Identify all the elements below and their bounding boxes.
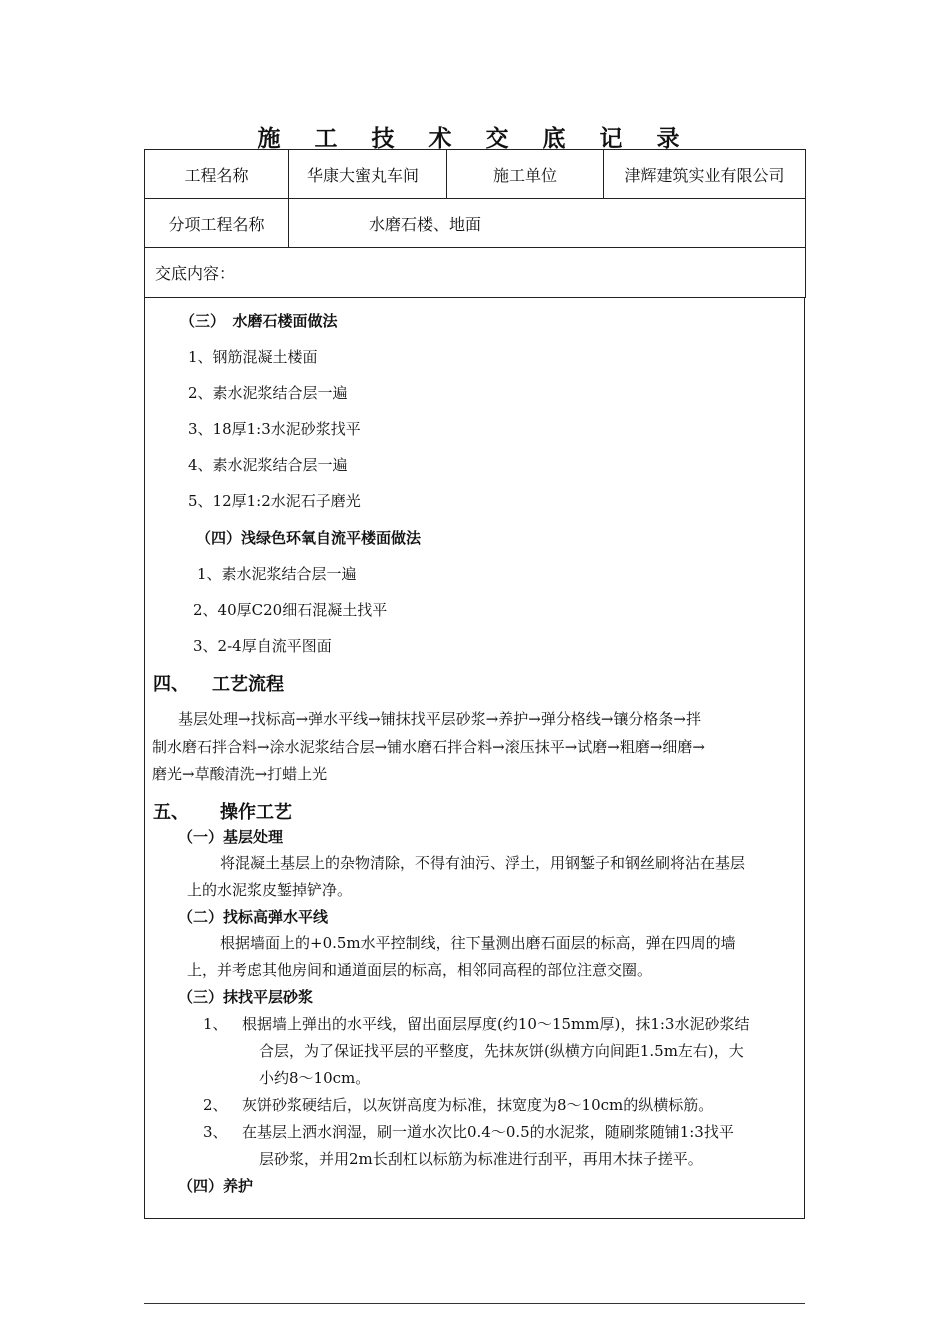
process-heading-number: 四、 <box>153 674 189 695</box>
construction-unit-value: 津辉建筑实业有限公司 <box>604 150 806 199</box>
op-s3-item-line: 合层，为了保证找平层的平整度，先抹灰饼(纵横方向间距1.5m左右)，大 <box>259 1042 744 1060</box>
sub-project-value: 水磨石楼、地面 <box>289 199 806 248</box>
sec4-item: 1、素水泥浆结合层一遍 <box>197 565 357 583</box>
page-title: 施 工 技 术 交 底 记 录 <box>257 125 693 152</box>
sec3-item: 1、钢筋混凝土楼面 <box>188 348 318 366</box>
process-line: 磨光→草酸清洗→打蜡上光 <box>152 765 328 783</box>
sec4-heading: （四）浅绿色环氧自流平楼面做法 <box>196 529 422 547</box>
process-line: 制水磨石拌合料→涂水泥浆结合层→铺水磨石拌合料→滚压抹平→试磨→粗磨→细磨→ <box>152 738 705 756</box>
sec3-item: 3、18厚1:3水泥砂浆找平 <box>188 420 361 438</box>
op-s1-heading: （一）基层处理 <box>178 828 284 846</box>
sec4-item: 3、2-4厚自流平图面 <box>193 637 332 655</box>
sec3-heading: （三） 水磨石楼面做法 <box>180 312 338 330</box>
sub-project-label: 分项工程名称 <box>145 199 289 248</box>
sec4-item: 2、40厚C20细石混凝土找平 <box>193 601 388 619</box>
project-name-label: 工程名称 <box>145 150 289 199</box>
op-s3-item-line: 在基层上洒水润湿，刷一道水次比0.4～0.5的水泥浆，随刷浆随铺1:3找平 <box>242 1123 734 1141</box>
op-s1-line: 上的水泥浆皮錾掉铲净。 <box>187 881 353 899</box>
op-s3-item-number: 2、 <box>203 1096 228 1114</box>
process-heading: 工艺流程 <box>212 674 284 695</box>
construction-unit-label: 施工单位 <box>447 150 604 199</box>
footer-divider <box>144 1303 805 1304</box>
sec3-item: 2、素水泥浆结合层一遍 <box>188 384 348 402</box>
op-s1-line: 将混凝土基层上的杂物清除，不得有油污、浮土，用钢錾子和钢丝刷将沾在基层 <box>220 854 746 872</box>
op-s3-item-line: 灰饼砂浆硬结后，以灰饼高度为标准，抹宽度为8～10cm的纵横标筋。 <box>242 1096 714 1114</box>
content-label: 交底内容： <box>145 248 806 298</box>
project-name-value: 华康大蜜丸车间 <box>289 150 447 199</box>
op-s2-line: 上，并考虑其他房间和通道面层的标高，相邻同高程的部位注意交圈。 <box>187 961 653 979</box>
op-s4-heading: （四）养护 <box>178 1177 254 1195</box>
operation-heading-number: 五、 <box>153 802 189 823</box>
op-s3-item-number: 3、 <box>203 1123 228 1141</box>
sec3-item: 4、素水泥浆结合层一遍 <box>188 456 348 474</box>
op-s3-item-line: 小约8～10cm。 <box>259 1069 371 1087</box>
op-s3-item-line: 层砂浆，并用2m长刮杠以标筋为标准进行刮平，再用木抹子搓平。 <box>259 1150 703 1168</box>
op-s2-heading: （二）找标高弹水平线 <box>178 908 329 926</box>
operation-heading: 操作工艺 <box>220 802 292 823</box>
sec3-item: 5、12厚1:2水泥石子磨光 <box>188 492 361 510</box>
header-table <box>144 149 806 298</box>
op-s3-item-number: 1、 <box>203 1015 228 1033</box>
process-line: 基层处理→找标高→弹水平线→铺抹找平层砂浆→养护→弹分格线→镶分格条→拌 <box>178 710 701 728</box>
op-s3-item-line: 根据墙上弹出的水平线，留出面层厚度(约10～15mm厚)，抹1:3水泥砂浆结 <box>242 1015 750 1033</box>
op-s3-heading: （三）抹找平层砂浆 <box>178 988 314 1006</box>
op-s2-line: 根据墙面上的+0.5m水平控制线，往下量测出磨石面层的标高，弹在四周的墙 <box>220 934 736 952</box>
